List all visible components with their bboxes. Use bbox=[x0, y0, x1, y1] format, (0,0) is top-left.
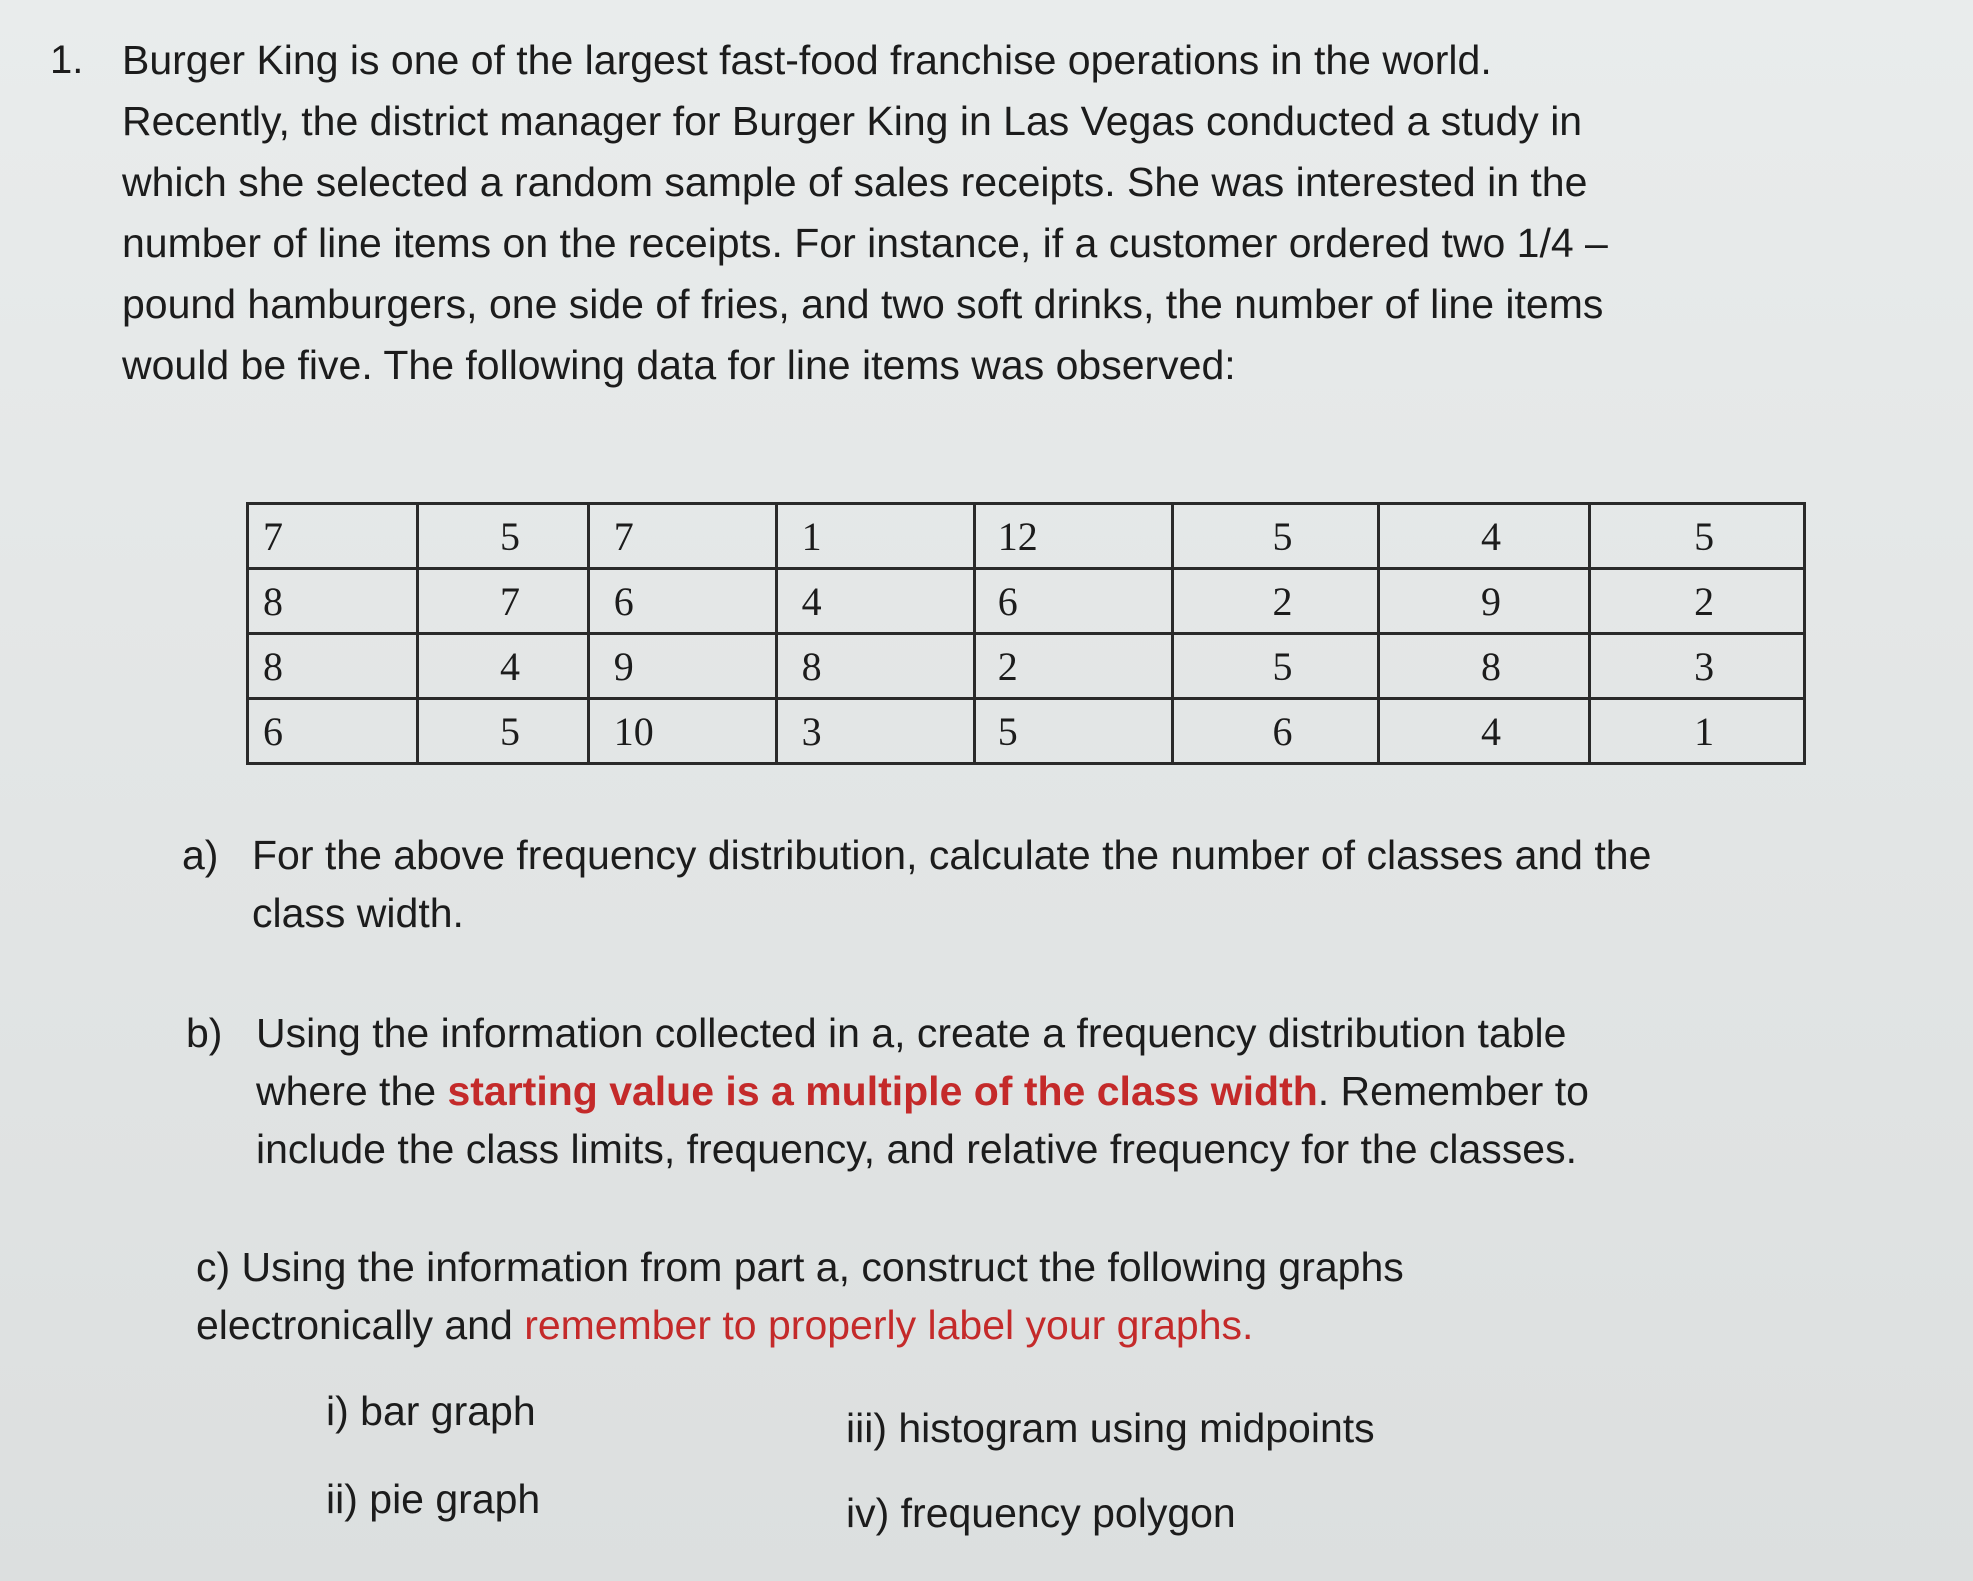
graph-frequency-polygon: iv) frequency polygon bbox=[846, 1490, 1236, 1536]
table-cell: 5 bbox=[1173, 634, 1379, 699]
table-cell: 7 bbox=[248, 504, 418, 569]
graph-bar: i) bar graph bbox=[326, 1388, 536, 1434]
table-cell: 6 bbox=[974, 569, 1172, 634]
table-cell: 4 bbox=[418, 634, 588, 699]
intro-line: which she selected a random sample of sales receipts. She was interested in the bbox=[122, 159, 1588, 205]
table-cell: 8 bbox=[776, 634, 974, 699]
table-cell: 5 bbox=[418, 504, 588, 569]
table-cell: 6 bbox=[1173, 699, 1379, 764]
graph-histogram: iii) histogram using midpoints bbox=[846, 1405, 1375, 1451]
intro-line: pound hamburgers, one side of fries, and two soft drinks, the number of line items bbox=[122, 281, 1604, 327]
intro-line: Recently, the district manager for Burger King in Las Vegas conducted a study in bbox=[122, 98, 1583, 144]
table-cell: 5 bbox=[1590, 504, 1805, 569]
table-row bbox=[248, 569, 1805, 634]
part-a-label: a) bbox=[182, 832, 219, 878]
part-b-line: Using the information collected in a, create a frequency distribution table bbox=[256, 1010, 1567, 1056]
table-cell: 7 bbox=[588, 504, 776, 569]
table-cell: 7 bbox=[418, 569, 588, 634]
question-intro bbox=[122, 30, 1822, 396]
table-cell: 6 bbox=[588, 569, 776, 634]
part-b-text: where the bbox=[256, 1068, 448, 1114]
table-cell: 3 bbox=[776, 699, 974, 764]
intro-line: Burger King is one of the largest fast-food franchise operations in the world. bbox=[122, 37, 1492, 83]
table-cell: 2 bbox=[1173, 569, 1379, 634]
table-cell: 8 bbox=[248, 634, 418, 699]
part-c bbox=[196, 1238, 1404, 1354]
part-c-line: c) Using the information from part a, construct the following graphs bbox=[196, 1244, 1404, 1290]
question-number: 1. bbox=[50, 38, 84, 82]
table-cell: 9 bbox=[588, 634, 776, 699]
table-cell: 4 bbox=[1378, 699, 1589, 764]
part-b-label: b) bbox=[186, 1010, 223, 1056]
table-cell: 4 bbox=[1378, 504, 1589, 569]
line-items-data-table bbox=[246, 502, 1806, 765]
table-cell: 1 bbox=[776, 504, 974, 569]
part-a bbox=[182, 826, 1652, 942]
table-cell: 5 bbox=[974, 699, 1172, 764]
part-b bbox=[186, 1004, 1589, 1178]
part-a-line: For the above frequency distribution, calculate the number of classes and the bbox=[252, 832, 1652, 878]
table-cell: 8 bbox=[248, 569, 418, 634]
part-a-line: class width. bbox=[252, 890, 464, 936]
table-cell: 4 bbox=[776, 569, 974, 634]
part-b-highlight: starting value is a multiple of the class width bbox=[447, 1068, 1318, 1114]
table-cell: 2 bbox=[1590, 569, 1805, 634]
graph-pie: ii) pie graph bbox=[326, 1476, 541, 1522]
part-c-line bbox=[196, 1296, 1404, 1354]
table-row bbox=[248, 504, 1805, 569]
part-b-line bbox=[256, 1062, 1589, 1120]
table-cell: 1 bbox=[1590, 699, 1805, 764]
table-cell: 10 bbox=[588, 699, 776, 764]
table-cell: 9 bbox=[1378, 569, 1589, 634]
part-b-text: . Remember to bbox=[1317, 1068, 1589, 1114]
intro-line: number of line items on the receipts. For instance, if a customer ordered two 1/4 – bbox=[122, 220, 1608, 266]
table-cell: 2 bbox=[974, 634, 1172, 699]
part-c-text: electronically and bbox=[196, 1302, 525, 1348]
table-cell: 5 bbox=[418, 699, 588, 764]
table-row bbox=[248, 634, 1805, 699]
table-row bbox=[248, 699, 1805, 764]
table-cell: 5 bbox=[1173, 504, 1379, 569]
part-c-highlight: remember to properly label your graphs. bbox=[524, 1302, 1254, 1348]
table-cell: 6 bbox=[248, 699, 418, 764]
table-cell: 3 bbox=[1590, 634, 1805, 699]
table-cell: 8 bbox=[1378, 634, 1589, 699]
intro-line: would be five. The following data for line items was observed: bbox=[122, 342, 1236, 388]
table-cell: 12 bbox=[974, 504, 1172, 569]
part-b-line: include the class limits, frequency, and relative frequency for the classes. bbox=[256, 1126, 1577, 1172]
